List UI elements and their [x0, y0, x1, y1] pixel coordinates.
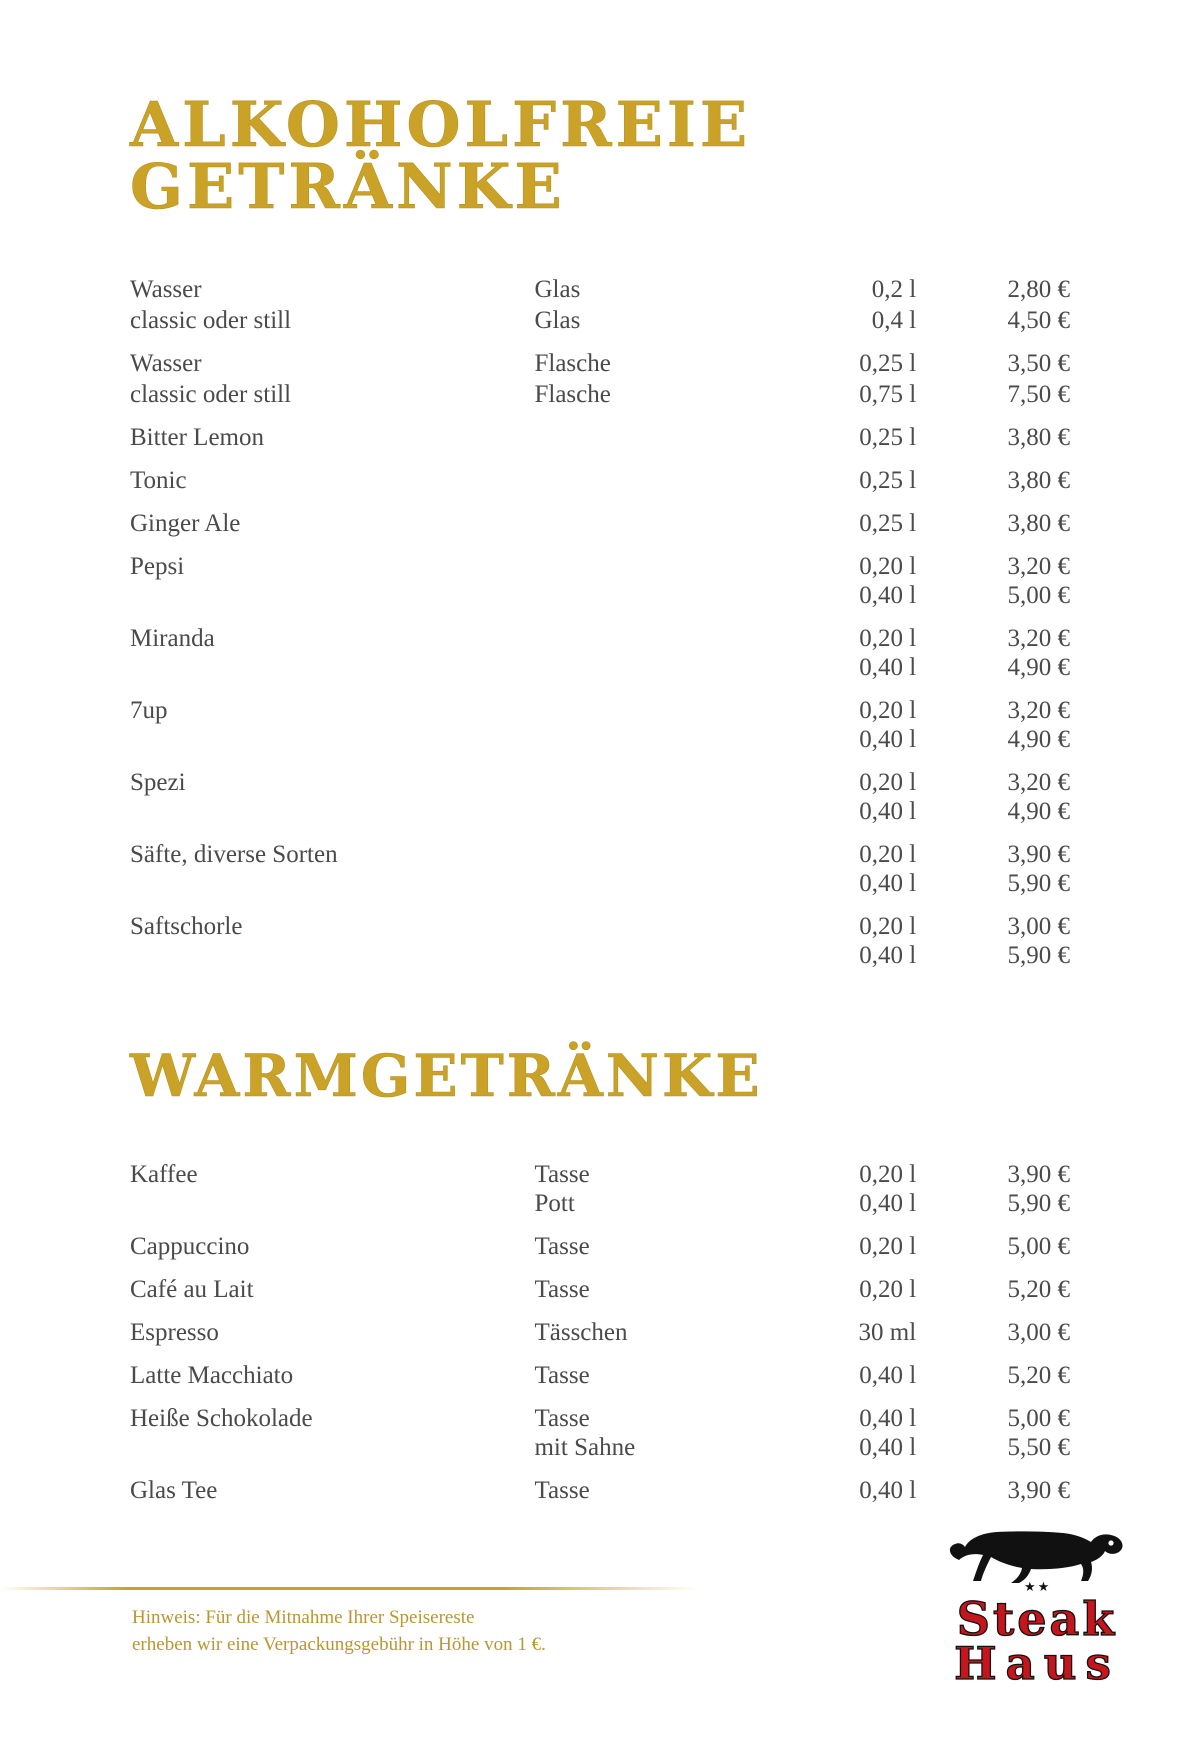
item-price: 5,90 €	[1007, 870, 1070, 898]
footer-note-line-2: erheben wir eine Verpackungsgebühr in Höhe von 1 €.	[132, 1634, 546, 1656]
table-row	[130, 450, 1070, 493]
item-price: 5,20 €	[1007, 1361, 1070, 1389]
item-size: 0,40 l	[859, 726, 917, 754]
item-name: Glas Tee	[130, 1476, 218, 1504]
stars-icon: ★★	[1024, 1579, 1052, 1595]
table-row	[130, 333, 1070, 376]
item-vessel: Tasse	[534, 1275, 590, 1303]
logo-word-haus: Haus	[954, 1637, 1120, 1691]
item-price: 3,20 €	[1007, 625, 1070, 653]
item-name: Miranda	[130, 625, 215, 653]
item-size: 0,40 l	[859, 654, 917, 682]
item-size: 0,20 l	[859, 913, 917, 941]
item-size: 0,25 l	[859, 510, 917, 538]
item-price: 2,80 €	[1007, 276, 1070, 304]
item-price: 3,00 €	[1007, 1318, 1070, 1346]
item-price: 3,90 €	[1007, 841, 1070, 869]
item-size: 0,40 l	[859, 1476, 917, 1504]
table-row	[130, 752, 1070, 795]
steakhaus-logo	[932, 1515, 1142, 1691]
section-title-warmgetraenke: WARMGETRÄNKE	[130, 1041, 763, 1110]
item-vessel	[534, 579, 745, 608]
footer-note	[132, 1604, 752, 1659]
item-vessel: Glas	[534, 307, 581, 335]
item-name: 7up	[130, 697, 168, 725]
item-vessel	[534, 752, 745, 795]
item-size: 0,25 l	[859, 350, 917, 378]
item-name: Pepsi	[130, 553, 185, 581]
item-vessel: Tasse	[534, 1361, 590, 1389]
table-row	[130, 896, 1070, 939]
item-price: 5,00 €	[1007, 582, 1070, 610]
item-name: Wasser	[130, 350, 202, 378]
item-size: 0,20 l	[859, 1232, 917, 1260]
table-row	[130, 723, 1070, 752]
table-row	[130, 1259, 1070, 1302]
item-name: Spezi	[130, 769, 186, 797]
table-row	[130, 493, 1070, 536]
item-vessel	[534, 824, 745, 867]
item-size: 0,20 l	[859, 625, 917, 653]
item-vessel: Glas	[534, 276, 581, 304]
item-price: 3,80 €	[1007, 510, 1070, 538]
item-price: 4,90 €	[1007, 726, 1070, 754]
item-size: 0,20 l	[859, 1275, 917, 1303]
table-row	[130, 259, 1070, 302]
item-size: 30 ml	[858, 1318, 917, 1346]
item-name	[130, 795, 534, 824]
item-price: 4,90 €	[1007, 798, 1070, 826]
footer-note-line-1: Hinweis: Für die Mitnahme Ihrer Speisereste	[132, 1606, 475, 1628]
item-vessel	[534, 608, 745, 651]
footer-divider	[0, 1587, 700, 1590]
item-size: 0,40 l	[859, 870, 917, 898]
item-size: 0,20 l	[859, 1160, 917, 1188]
table-row	[130, 407, 1070, 450]
item-name	[130, 867, 534, 896]
table-row	[130, 1460, 1070, 1503]
item-name: Kaffee	[130, 1160, 198, 1188]
drinks-table-alkoholfrei	[130, 259, 1070, 968]
table-row	[130, 1388, 1070, 1431]
table-row	[130, 302, 1070, 333]
item-vessel	[534, 536, 745, 579]
item-price: 3,50 €	[1007, 350, 1070, 378]
item-price: 3,90 €	[1007, 1160, 1070, 1188]
item-price: 4,50 €	[1007, 307, 1070, 335]
item-price: 3,90 €	[1007, 1476, 1070, 1504]
item-name: Wasser	[130, 276, 202, 304]
item-vessel: Tasse	[534, 1232, 590, 1260]
item-vessel	[534, 795, 745, 824]
item-price: 3,20 €	[1007, 697, 1070, 725]
item-name: Café au Lait	[130, 1275, 254, 1303]
item-name	[130, 723, 534, 752]
table-row	[130, 1216, 1070, 1259]
item-vessel: Pott	[534, 1189, 575, 1217]
item-price: 5,90 €	[1007, 1189, 1070, 1217]
section-title-alkoholfreie-getraenke: ALKOHOLFREIE GETRÄNKE	[130, 87, 752, 223]
item-vessel: Tasse	[534, 1404, 590, 1432]
item-name-sub: classic oder still	[130, 381, 292, 409]
item-price: 5,50 €	[1007, 1433, 1070, 1461]
item-price: 3,80 €	[1007, 424, 1070, 452]
item-price: 7,50 €	[1007, 381, 1070, 409]
table-row	[130, 1431, 1070, 1460]
item-vessel: Flasche	[534, 381, 611, 409]
item-size: 0,40 l	[859, 1433, 917, 1461]
table-row	[130, 1345, 1070, 1388]
item-price: 4,90 €	[1007, 654, 1070, 682]
drinks-table-alkoholfrei-body	[130, 259, 1070, 968]
item-name: Latte Macchiato	[130, 1361, 294, 1389]
item-vessel: Flasche	[534, 350, 611, 378]
item-name: Saftschorle	[130, 913, 243, 941]
item-vessel	[534, 723, 745, 752]
item-vessel	[534, 896, 745, 939]
item-name	[130, 939, 534, 968]
item-name	[130, 1187, 534, 1216]
item-vessel: Tässchen	[534, 1318, 628, 1346]
item-size: 0,2 l	[871, 276, 917, 304]
item-price: 3,20 €	[1007, 553, 1070, 581]
item-size: 0,40 l	[859, 1404, 917, 1432]
item-vessel	[534, 939, 745, 968]
item-size: 0,40 l	[859, 1361, 917, 1389]
item-size: 0,25 l	[859, 467, 917, 495]
menu-page	[0, 42, 1200, 1739]
item-vessel	[534, 450, 745, 493]
table-row	[130, 795, 1070, 824]
table-row	[130, 651, 1070, 680]
table-row	[130, 579, 1070, 608]
item-size: 0,40 l	[859, 582, 917, 610]
table-row	[130, 1302, 1070, 1345]
drinks-table-warm	[130, 1144, 1070, 1503]
item-price: 3,20 €	[1007, 769, 1070, 797]
item-vessel	[534, 493, 745, 536]
item-name: Espresso	[130, 1318, 219, 1346]
item-size: 0,40 l	[859, 798, 917, 826]
table-row	[130, 376, 1070, 407]
table-row	[130, 608, 1070, 651]
item-name: Cappuccino	[130, 1232, 250, 1260]
item-size: 0,20 l	[859, 769, 917, 797]
table-row	[130, 1187, 1070, 1216]
item-vessel	[534, 867, 745, 896]
item-price: 5,00 €	[1007, 1232, 1070, 1260]
item-vessel	[534, 407, 745, 450]
item-size: 0,40 l	[859, 1189, 917, 1217]
logo-word-steak: Steak	[956, 1592, 1118, 1647]
item-size: 0,40 l	[859, 942, 917, 970]
item-size: 0,20 l	[859, 697, 917, 725]
item-price: 5,00 €	[1007, 1404, 1070, 1432]
item-name: Tonic	[130, 467, 187, 495]
bull-icon	[945, 1515, 1130, 1587]
item-price: 3,80 €	[1007, 467, 1070, 495]
item-vessel: Tasse	[534, 1160, 590, 1188]
item-size: 0,4 l	[871, 307, 917, 335]
item-name	[130, 1431, 534, 1460]
item-size: 0,20 l	[859, 841, 917, 869]
table-row	[130, 867, 1070, 896]
table-row	[130, 824, 1070, 867]
item-size: 0,20 l	[859, 553, 917, 581]
table-row	[130, 1144, 1070, 1187]
item-name: Bitter Lemon	[130, 424, 264, 452]
drinks-table-warm-body	[130, 1144, 1070, 1503]
item-name	[130, 651, 534, 680]
item-name: Heiße Schokolade	[130, 1404, 313, 1432]
item-vessel	[534, 651, 745, 680]
table-row	[130, 680, 1070, 723]
item-size: 0,75 l	[859, 381, 917, 409]
item-size: 0,25 l	[859, 424, 917, 452]
table-row	[130, 939, 1070, 968]
item-vessel	[534, 680, 745, 723]
item-vessel: mit Sahne	[534, 1433, 636, 1461]
item-name: Säfte, diverse Sorten	[130, 841, 338, 869]
item-name: Ginger Ale	[130, 510, 241, 538]
item-vessel: Tasse	[534, 1476, 590, 1504]
item-price: 5,20 €	[1007, 1275, 1070, 1303]
item-name	[130, 579, 534, 608]
item-price: 3,00 €	[1007, 913, 1070, 941]
item-price: 5,90 €	[1007, 942, 1070, 970]
item-name-sub: classic oder still	[130, 307, 292, 335]
table-row	[130, 536, 1070, 579]
